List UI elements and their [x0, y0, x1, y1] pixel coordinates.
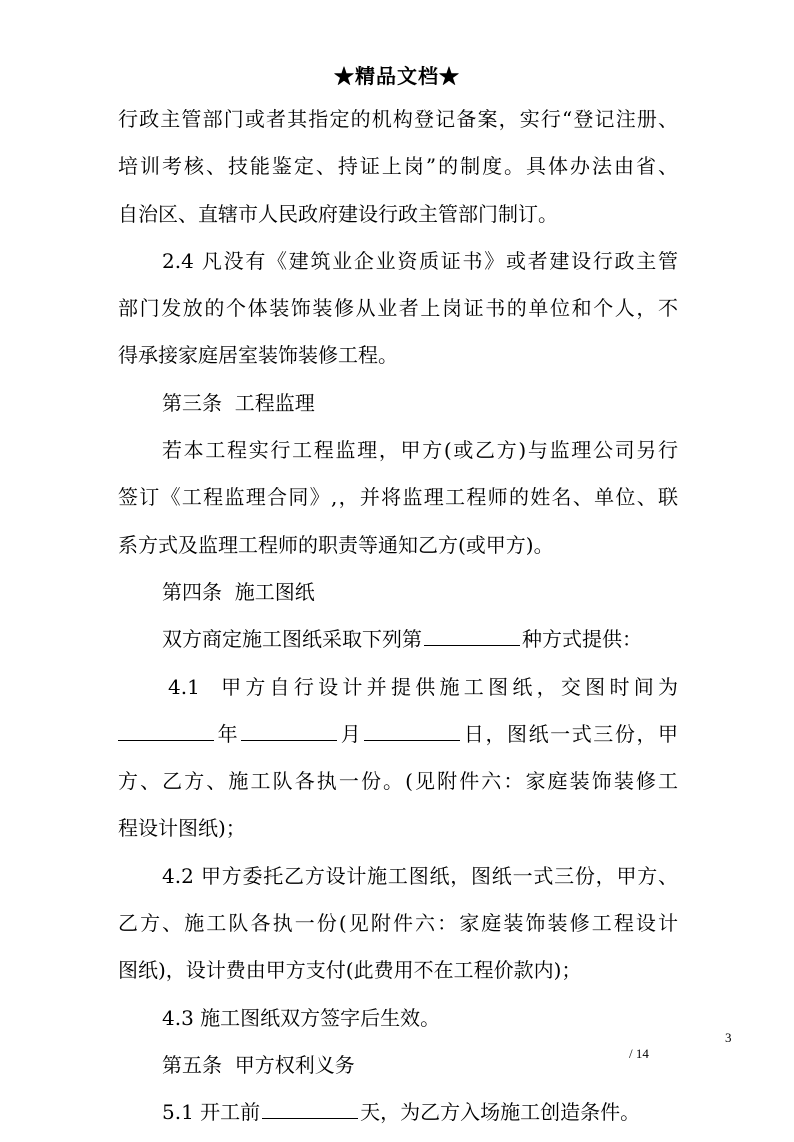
text-line	[118, 952, 678, 999]
text-segment: 方、乙方、施工队各执一份。(见附件六：家庭装饰装修工	[118, 769, 678, 794]
text-line	[118, 243, 678, 290]
page-header-title: ★精品文档★	[334, 64, 460, 88]
text-line	[118, 763, 678, 810]
text-segment: 2.4 凡没有《建筑业企业资质证书》或者建设行政主管	[162, 248, 678, 273]
text-line	[118, 621, 678, 668]
text-line	[118, 858, 678, 905]
text-segment: 4.2 甲方委托乙方设计施工图纸，图纸一式三份，甲方、	[162, 863, 678, 888]
text-segment: 年	[216, 721, 240, 746]
text-segment: 日，图纸一式三份，甲	[462, 721, 679, 746]
text-segment: 4.1 甲方自行设计并提供施工图纸，交图时间为	[168, 674, 678, 699]
fill-in-blank-day	[364, 716, 460, 741]
page-total: / 14	[629, 1046, 649, 1061]
text-segment: 双方商定施工图纸采取下列第	[162, 627, 422, 652]
section-heading	[118, 1047, 678, 1094]
text-segment: 月	[339, 721, 363, 746]
text-line	[118, 196, 678, 243]
text-segment: 若本工程实行工程监理，甲方(或乙方)与监理公司另行	[162, 438, 678, 463]
text-line	[118, 527, 678, 574]
section-heading-text: 第五条 甲方权利义务	[162, 1052, 355, 1077]
text-segment: 培训考核、技能鉴定、持证上岗”的制度。具体办法由省、	[118, 154, 678, 179]
text-line	[118, 432, 678, 479]
fill-in-blank-month	[241, 716, 337, 741]
text-line	[118, 101, 678, 148]
text-line	[118, 290, 678, 337]
text-line	[118, 905, 678, 952]
text-segment: 得承接家庭居室装饰装修工程。	[118, 343, 398, 368]
fill-in-blank-days	[262, 1094, 358, 1119]
text-segment: 签订《工程监理合同》,，并将监理工程师的姓名、单位、联	[118, 485, 678, 510]
text-segment: 4.3 施工图纸双方签字后生效。	[162, 1005, 441, 1030]
text-segment: 天，为乙方入场施工创造条件。	[360, 1100, 641, 1125]
text-segment: 图纸)，设计费由甲方支付(此费用不在工程价款内)；	[118, 958, 582, 983]
section-heading-text: 第三条 工程监理	[162, 390, 315, 415]
fill-in-blank	[424, 621, 520, 646]
text-segment: 行政主管部门或者其指定的机构登记备案，实行“登记注册、	[118, 107, 678, 131]
text-line	[118, 148, 678, 195]
section-heading	[118, 385, 678, 432]
fill-in-blank-year	[118, 716, 214, 741]
text-segment: 种方式提供：	[522, 627, 642, 652]
text-segment: 自治区、直辖市人民政府建设行政主管部门制订。	[118, 201, 558, 226]
text-line	[118, 810, 678, 857]
text-line	[118, 716, 678, 763]
text-line	[118, 1000, 678, 1047]
text-segment: 程设计图纸)；	[118, 816, 246, 841]
text-line	[118, 669, 678, 716]
text-segment: 5.1 开工前	[162, 1100, 261, 1125]
text-line	[118, 1094, 678, 1141]
page-number: 3	[725, 1030, 732, 1045]
text-segment: 部门发放的个体装饰装修从业者上岗证书的单位和个人，不	[118, 296, 678, 321]
section-heading	[118, 574, 678, 621]
text-line	[118, 479, 678, 526]
text-segment: 乙方、施工队各执一份(见附件六：家庭装饰装修工程设计	[118, 911, 678, 936]
text-line	[118, 337, 678, 384]
text-segment: 系方式及监理工程师的职责等通知乙方(或甲方)。	[118, 532, 554, 557]
section-heading-text: 第四条 施工图纸	[162, 579, 315, 604]
document-body	[118, 101, 678, 1142]
